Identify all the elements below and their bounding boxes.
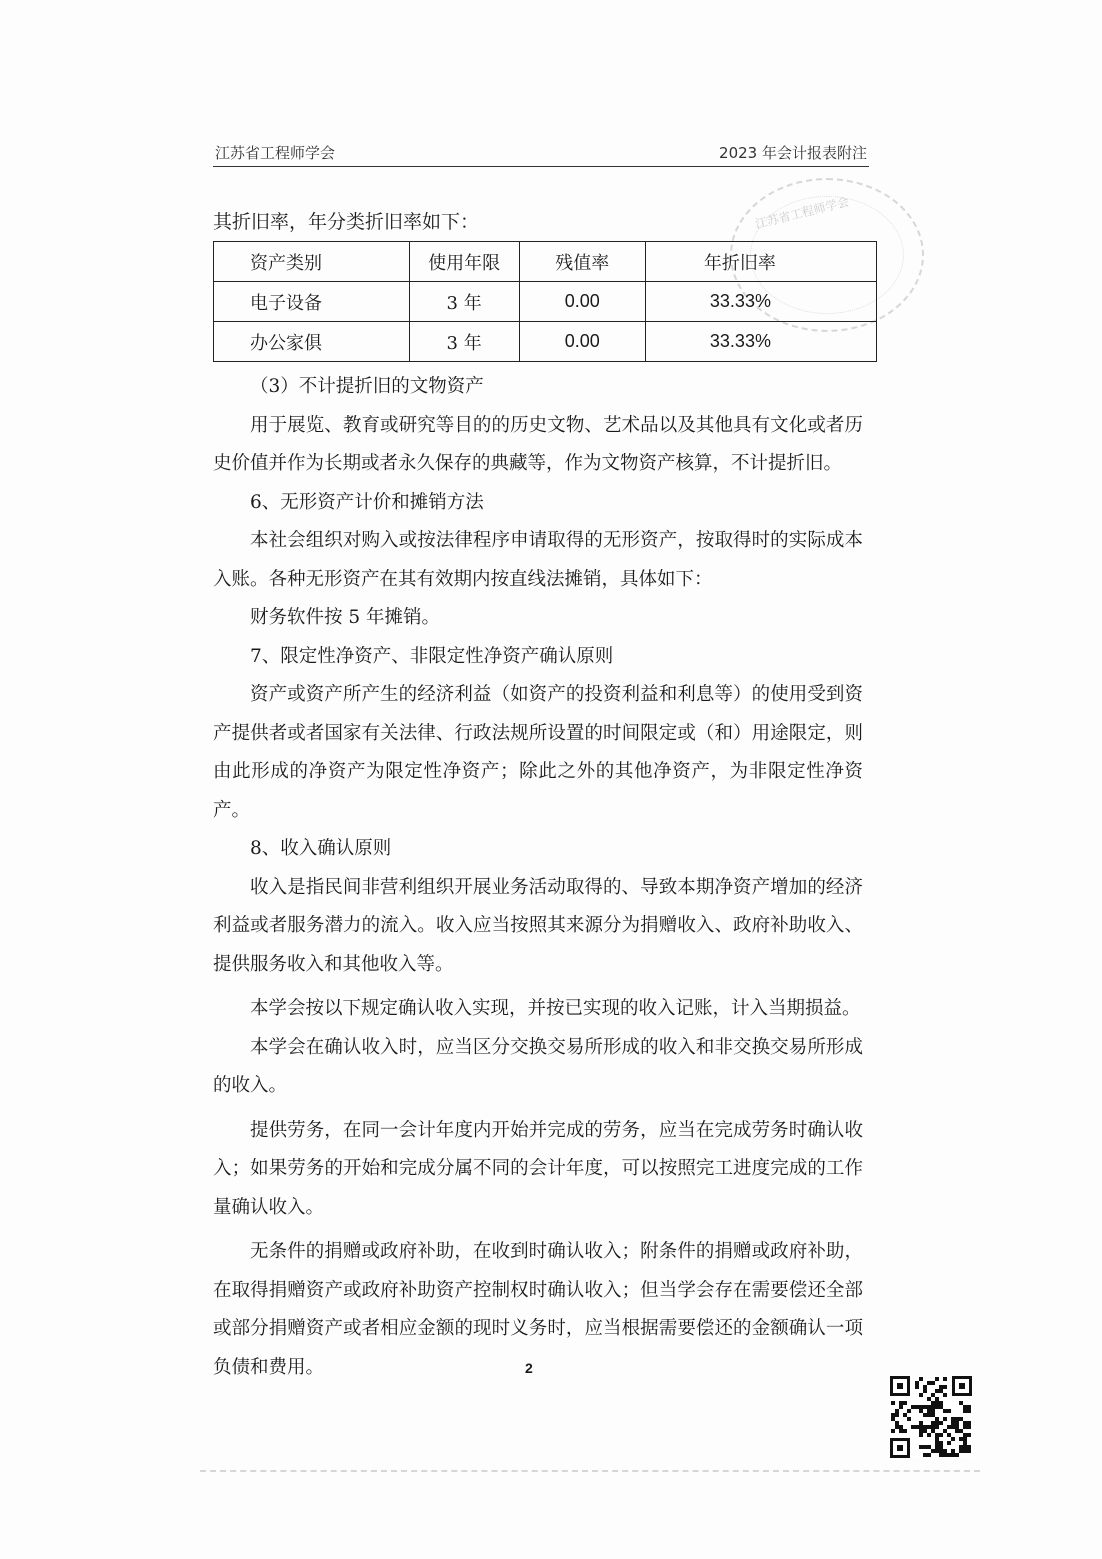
qr-module: [891, 1401, 895, 1405]
paragraph: 用于展览、教育或研究等目的的历史文物、艺术品以及其他具有文化或者历史价值并作为长期或者永久保存的典藏等，作为文物资产核算，不计提折旧。: [213, 414, 863, 474]
qr-module: [919, 1393, 923, 1397]
paragraph: 无条件的捐赠或政府补助，在收到时确认收入；附条件的捐赠或政府补助，在取得捐赠资产或政府补助资产控制权时确认收入；但当学会存在需要偿还全部或部分捐赠资产或者相应金额的现时义务时，应当根据需要偿还的金额确认一项负债和费用。: [213, 1241, 863, 1378]
section-heading: 6、无形资产计价和摊销方法: [250, 491, 484, 513]
qr-module: [931, 1381, 935, 1385]
qr-module: [943, 1417, 947, 1421]
qr-module: [935, 1377, 939, 1381]
qr-module: [907, 1409, 911, 1413]
paragraph: 本学会按以下规定确认收入实现，并按已实现的收入记账，计入当期损益。: [250, 998, 861, 1019]
qr-module: [967, 1433, 971, 1437]
qr-code-icon: [890, 1376, 972, 1458]
qr-module: [943, 1377, 947, 1381]
qr-module: [939, 1421, 943, 1425]
paragraph: 提供劳务，在同一会计年度内开始并完成的劳务，应当在完成劳务时确认收入；如果劳务的开始和完成分属不同的会计年度，可以按照完工进度完成的工作量确认收入。: [213, 1119, 863, 1218]
qr-module: [923, 1389, 927, 1393]
table-cell: 电子设备: [214, 282, 410, 322]
table-cell: 0.00: [519, 282, 645, 322]
scan-artifact-line: [200, 1470, 980, 1472]
qr-module: [939, 1433, 943, 1437]
table-header-cell: 年折旧率: [645, 242, 876, 282]
table-row: [214, 322, 877, 362]
qr-module: [903, 1429, 907, 1433]
table-header-cell: 使用年限: [409, 242, 519, 282]
qr-module: [915, 1385, 919, 1389]
qr-finder-pattern: [952, 1376, 972, 1396]
table-header-row: [214, 242, 877, 282]
seal-text: 江苏省工程师学会: [753, 194, 851, 232]
qr-module: [967, 1409, 971, 1413]
qr-module: [947, 1441, 951, 1445]
header-report-title: 2023 年会计报表附注: [719, 144, 867, 162]
qr-module: [951, 1437, 955, 1441]
page-number: 2: [525, 1360, 533, 1376]
qr-module: [899, 1405, 903, 1409]
paragraph: 本学会在确认收入时，应当区分交换交易所形成的收入和非交换交易所形成的收入。: [213, 1036, 863, 1096]
paragraph-line: 财务软件按 5 年摊销。: [250, 607, 441, 628]
qr-module: [943, 1385, 947, 1389]
table-cell: 3 年: [409, 282, 519, 322]
subheading: （3）不计提折旧的文物资产: [250, 376, 484, 397]
qr-module: [907, 1417, 911, 1421]
paragraph: 本社会组织对购入或按法律程序申请取得的无形资产，按取得时的实际成本入账。各种无形资产在其有效期内按直线法摊销，具体如下：: [213, 530, 863, 590]
qr-module: [927, 1453, 931, 1457]
table-header-cell: 残值率: [519, 242, 645, 282]
section-heading: 7、限定性净资产、非限定性净资产确认原则: [250, 645, 614, 667]
table-cell: 办公家俱: [214, 322, 410, 362]
qr-module: [943, 1393, 947, 1397]
page-header: [213, 138, 869, 167]
qr-module: [935, 1425, 939, 1429]
qr-finder-pattern: [890, 1376, 910, 1396]
qr-module: [927, 1433, 931, 1437]
paragraph: 资产或资产所产生的经济利益（如资产的投资利益和利息等）的使用受到资产提供者或者国家有关法律、行政法规所设置的时间限定或（和）用途限定，则由此形成的净资产为限定性净资产；除此之外的其他净资产，为非限定性净资产。: [213, 684, 863, 821]
section-heading: 8、收入确认原则: [250, 838, 392, 859]
qr-module: [955, 1453, 959, 1457]
header-organization: 江苏省工程师学会: [215, 144, 336, 162]
qr-module: [895, 1413, 899, 1417]
depreciation-table: [213, 241, 877, 362]
paragraph: 收入是指民间非营利组织开展业务活动取得的、导致本期净资产增加的经济利益或者服务潜力的流入。收入应当按照其来源分为捐赠收入、政府补助收入、提供服务收入和其他收入等。: [213, 876, 863, 975]
table-row: [214, 282, 877, 322]
table-intro: 其折旧率，年分类折旧率如下：: [213, 211, 480, 233]
document-body: [213, 368, 863, 1387]
table-cell: 33.33%: [645, 282, 876, 322]
table-cell: 3 年: [409, 322, 519, 362]
table-header-cell: 资产类别: [214, 242, 410, 282]
qr-module: [967, 1425, 971, 1429]
qr-finder-pattern: [890, 1438, 910, 1458]
qr-module: [919, 1377, 923, 1381]
qr-module: [967, 1449, 971, 1453]
table-cell: 33.33%: [645, 322, 876, 362]
qr-module: [891, 1429, 895, 1433]
qr-module: [919, 1433, 923, 1437]
qr-module: [903, 1401, 907, 1405]
qr-module: [947, 1409, 951, 1413]
table-cell: 0.00: [519, 322, 645, 362]
